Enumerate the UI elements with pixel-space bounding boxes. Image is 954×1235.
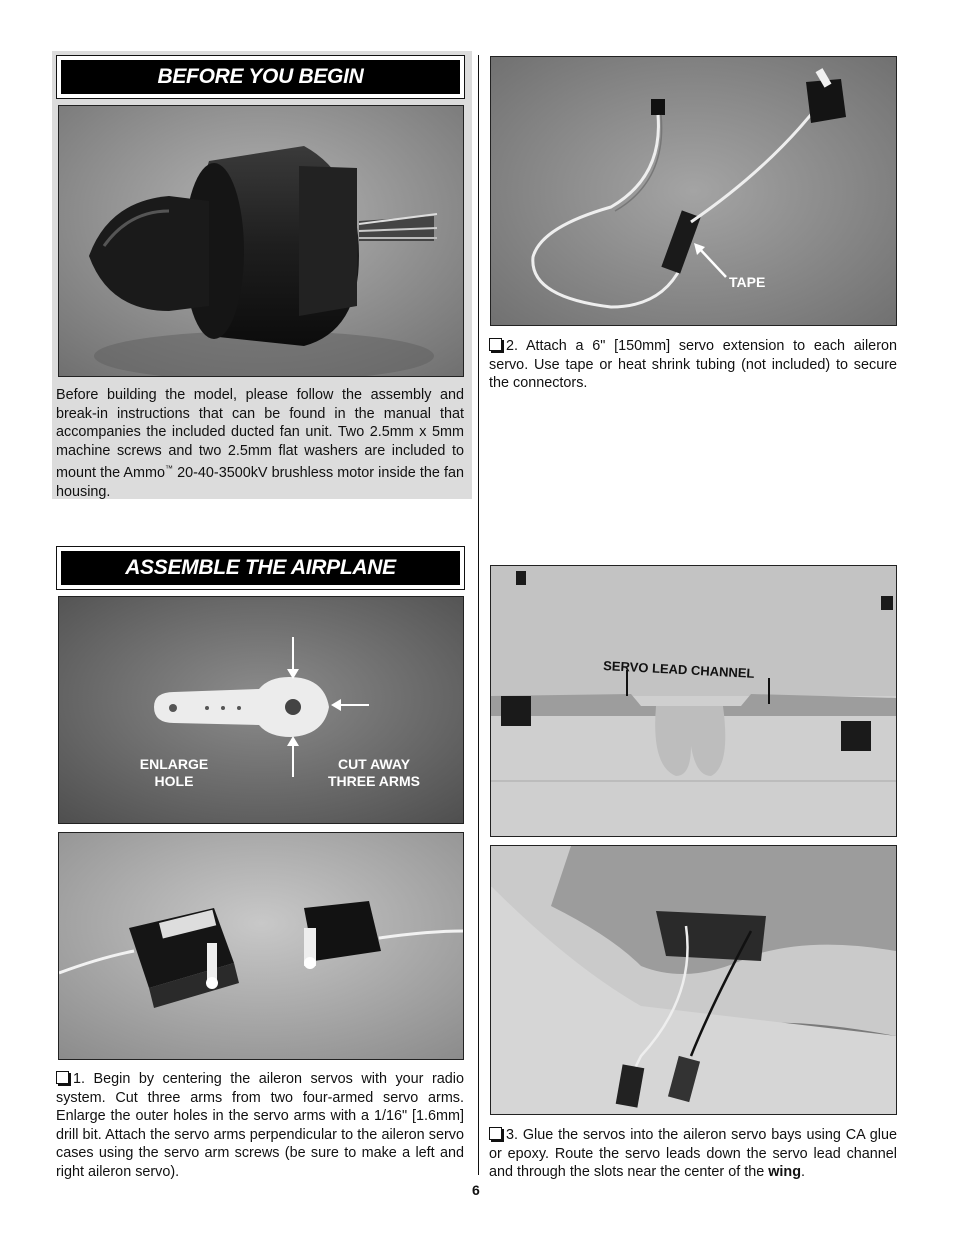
step-2 xyxy=(489,337,897,393)
label-three-arms: THREE ARMS xyxy=(327,773,421,789)
assemble-header xyxy=(56,546,465,590)
step-1 xyxy=(56,1070,464,1182)
servo-extension-photo xyxy=(490,56,897,326)
label-servo-lead-channel: SERVO LEAD CHANNEL xyxy=(602,658,755,681)
intro-text-part2: 20-40-3500kV brushless motor inside the fan housing. xyxy=(56,465,464,500)
label-hole: HOLE xyxy=(154,773,194,789)
step-3-checkbox[interactable] xyxy=(489,1127,502,1140)
wing-servo-leads-photo xyxy=(490,845,897,1115)
before-you-begin-header xyxy=(56,55,465,99)
intro-text-part1: Before building the model, please follow the assembly and break-in instructions that can be found in the manual that accompanies the included ducted fan unit. Two 2.5mm x 5mm machine screws and two 2.5mm flat washers are included to mount the Ammo xyxy=(56,387,464,482)
step-3-end: . xyxy=(801,1164,805,1181)
step-3-bold: wing xyxy=(768,1164,801,1181)
servo-arm-photo xyxy=(58,596,464,824)
label-enlarge: ENLARGE xyxy=(139,756,209,772)
servos-photo xyxy=(58,832,464,1060)
step-1-text: 1. Begin by centering the aileron servos with your radio system. Cut three arms from two four-armed servo arms. Enlarge the outer holes in the servo arms with a 1/16" [1.6mm] drill bit. Attach the servo arms perpendicular to the aileron servo cases using the servo arm screws (be sure to make a left and right aileron servo). xyxy=(56,1071,464,1180)
step-3 xyxy=(489,1126,897,1182)
column-divider xyxy=(478,55,479,1175)
wing-channel-photo xyxy=(490,565,897,837)
trademark-mark: ™ xyxy=(165,464,173,474)
intro-paragraph xyxy=(56,386,464,501)
step-2-text: 2. Attach a 6" [150mm] servo extension to each aileron servo. Use tape or heat shrink tubing (not included) to secure the connectors. xyxy=(489,338,897,392)
label-cut-away: CUT AWAY xyxy=(337,756,411,772)
ducted-fan-photo xyxy=(58,105,464,377)
label-tape: TAPE xyxy=(729,274,766,290)
before-you-begin-title: BEFORE YOU BEGIN xyxy=(61,60,460,94)
step-1-checkbox[interactable] xyxy=(56,1071,69,1084)
assemble-title: ASSEMBLE THE AIRPLANE xyxy=(61,551,460,585)
step-2-checkbox[interactable] xyxy=(489,338,502,351)
step-3-text: 3. Glue the servos into the aileron servo bays using CA glue or epoxy. Route the servo leads down the servo lead channel and through the slots near the center of the xyxy=(489,1127,897,1181)
page-number: 6 xyxy=(472,1182,480,1198)
